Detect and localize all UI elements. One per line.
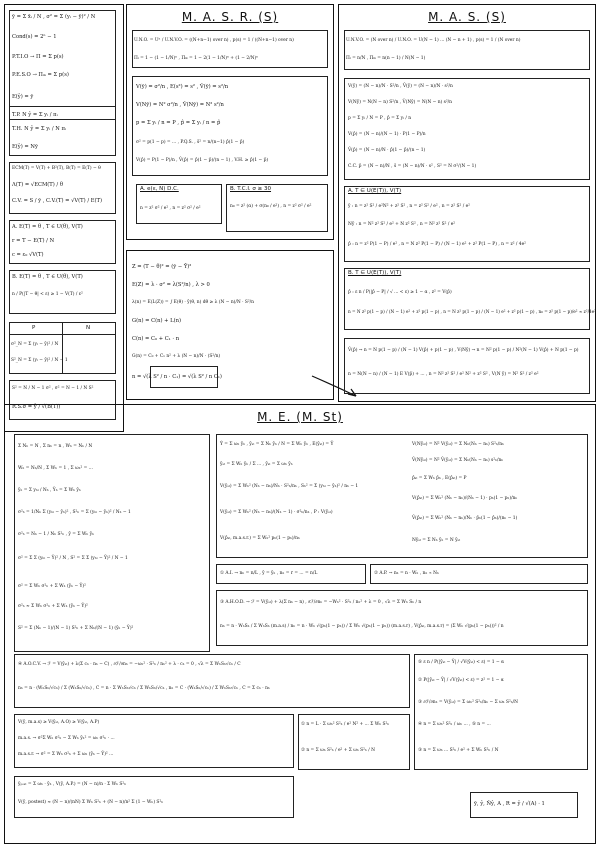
me-compare-line-1: V(ȳ, m.a.s) ≥ V(ȳₛₜ, A.O) ≥ V(ȳₛₜ, A.P)	[18, 720, 100, 725]
cost-line-1: Z = (T − θ)² = (ȳ − Ȳ)²	[132, 264, 192, 270]
me-sizes-line-5: ③ n = Σ ωₕ ... S²ₕ / e² + Σ Wₕ S²ₕ / N	[418, 748, 499, 753]
me-aocv-line-1: ④ A.O.C.V. → ℱ = V(ȳₛₜ) + λ(Σ cₕ · nₕ − C) , ∂ℱ/∂nₕ = −ωₕ² · S²ₕ / nₕ² + λ · cₕ = 0 , √λ = Σ WₕSₕ√cₕ / C	[18, 662, 241, 667]
me-right-a-1: Ŷ = Σ ωₕ ȳₕ , ȳₛₜ = Σ Nₕ ȳₕ / N = Σ Wₕ ȳₕ , E(ȳₛₜ) = Ȳ	[220, 442, 334, 447]
mas-title: M. A. S. (S)	[428, 10, 506, 24]
cost-line-5: C(n) = C₀ + C₁ · n	[132, 336, 180, 342]
def-line-3: P.T.I.O → Π = Σ p(s)	[12, 54, 64, 60]
mas-body-line-6: C.C. p̂ = (N − n)/N , ŝ = (N − n)/N · s² , S² = N σ²/(N − 1)	[348, 164, 477, 169]
mas-body-line-4: V(p̂) = (N − n)/(N − 1) · P(1 − P)/n	[348, 132, 426, 137]
me-right-b-5: V̂(p̂ₛₜ) = Σ Wₕ² (Nₕ − nₕ)/Nₕ · p̂ₕ(1 − p̂ₕ)/(nₕ − 1)	[412, 516, 518, 521]
cheb-a-line-2: r = T − E(T) / N	[12, 238, 55, 244]
mas-body-line-3: p = Σ yᵢ / N = P , p̂ = Σ yᵢ / n	[348, 116, 412, 121]
me-sizes-line-1: ⑤ ε n / P(|ȳₛₜ − Ȳ| / √V(ȳₛₜ) < ε) = 1 − α	[418, 660, 505, 665]
cost-line-4: G(n) = C(n) + L(n)	[132, 318, 182, 324]
me-right-a-5: V(p̂ₛₜ, m.a.s.r.) = Σ Wₕ² pₕ(1 − pₕ)/nₕ	[220, 536, 300, 541]
me-right-a-2: ȳₛₜ = Σ Wₕ ȳₕ / Σ ... , ȳₛₜ = Σ ωₕ ȳₕ	[220, 462, 293, 467]
masr-body-line-2: V(Nȳ) = N² σ²/n , V̂(Nȳ) = N² s²/n	[136, 102, 224, 108]
me-post-line-2: V(ȳ, postest) ≈ (N − n)/(nN) Σ Wₕ S²ₕ + (N − n)/n² Σ (1 − Wₕ) S²ₕ	[18, 800, 164, 805]
me-compare-line-3: m.a.s.r. → σ² = Σ Wₕ σ²ₕ + Σ ωₕ (ȳₕ − Ȳ)² ...	[18, 752, 114, 757]
me-compare-line-2: m.a.s. → σ²Σ Wₕ σ²ₕ − Σ Wₕ ȳₕ² = ωₕ σ²ₕ · ...	[18, 736, 115, 741]
mas-body-line-1: V(ȳ) = (N − n)/N · S²/n , V̂(ȳ) = (N − n)/N · s²/n	[348, 84, 453, 89]
me-left-line-1: Σ Nₕ = N , Σ nₕ = n , Wₕ = Nₕ / N	[18, 444, 93, 449]
cheb-a-line-1: A. E(T) = θ , T ∈ U(θ), V(T)	[12, 224, 83, 230]
me-ap-line: ② A.P. → nₕ = n · Wₕ , nₕ ∝ Nₕ	[374, 571, 439, 576]
me-aocv-line-2: nₕ = n · (WₕSₕ/√cₕ) / Σ (WₕSₕ/√cₕ) , C = n · Σ WₕSₕ√cₕ / Σ WₕSₕ/√cₕ , nₕ = C · (WₕSₕ/√cₕ) / Σ WₕSₕ√cₕ , C = Σ cₕ · nₕ	[18, 686, 270, 691]
table-cell-s2: S²_N = Σ (yᵢ − ȳ)² / N − 1	[11, 358, 68, 363]
me-right-b-2: V̂(Nȳₛₜ) = N² V̂(ȳₛₜ) = Σ Nₕ(Nₕ − nₕ) s²ₕ/nₕ	[412, 458, 504, 463]
masr-body-line-1: V(ȳ) = σ²/n , E(s²) = s² , V̂(ȳ) = s²/n	[136, 84, 229, 90]
ht-line-1: T.P. N ŷ = Σ yᵢ / πᵢ	[12, 112, 58, 118]
mas-header-line-1: U.N.V.O. = (N over n) / U.N.O. = U(N − 1) ... (N − n + 1) , p(s) = 1 / (N over n)	[346, 38, 521, 43]
mas-sub-b-box	[344, 268, 590, 330]
mas-header-line-2: Πᵢ = n/N , Πᵢₖ = n(n − 1) / N(N − 1)	[346, 56, 426, 61]
ht-line-3: E(ŷ) = Nȳ	[12, 144, 38, 150]
me-nsizes-line-1: ① n = L · Σ ωₕ² S²ₕ / e² N² + ... Σ Wₕ S²ₕ	[301, 722, 390, 727]
table-cell-sigma: σ²_N = Σ (yᵢ − ȳ)² / N	[11, 342, 59, 347]
mas-sub-b-title: B. T ∈ U(E(T)), V(T)	[348, 270, 402, 276]
me-left-line-6: σ² = Σ Σ (yₕᵢ − Ȳ)² / N , S² = Σ Σ (yₕᵢ − Ȳ)² / N − 1	[18, 556, 128, 561]
mas-header-box	[344, 30, 590, 70]
me-left-line-2: Wₕ = Nₕ/N , Σ Wₕ = 1 , Σ ωₕ² = ...	[18, 466, 93, 471]
cost-line-3: λ(n) = E(L(Z)) = ∫ E(θ) · ȳ(θ, n) dθ ≥ λ (N − n)/N · S²/n	[132, 300, 254, 305]
cost-line-6: G(n) = C₀ + C₁ n² + λ (N − n)/N · (S²/n)	[132, 354, 221, 359]
ecm-line-2: Λ(T) = √ECM(T) / θ	[12, 182, 63, 188]
cost-result-box	[150, 366, 218, 388]
ecm-line-3: C.V. = S / ȳ , C.V.(T) = √V(T) / E(T)	[12, 198, 103, 204]
mas-sub-a-row-1: ŷ : n = z² S² / e²N² + z² S² , n = z² S² / e² , n = z² S² / e²	[348, 204, 470, 209]
masr-body-line-3: p = Σ yᵢ / n = P , p̂ = Σ yᵢ / n = p̂	[136, 120, 221, 126]
me-sizes-line-4: ④ n = Σ ωₕ² S²ₕ / ωₕ ... , ⑤ n = ...	[418, 722, 491, 727]
mas-sub-a-row-2: Nȳ : n = N² z² S² / e² + N z² S² , n = N² z² S² / e²	[348, 222, 456, 227]
me-left-line-7: σ² = Σ Wₕ σ²ₕ + Σ Wₕ (ȳₕ − Ȳ)²	[18, 584, 86, 589]
masr-header-line-1: U.N.O. = Uⁿ / U.N.V.O. = ((N+n−1) over n) , p(s) = 1 / ((N+n−1) over n)	[134, 38, 294, 43]
cheb-a-line-3: c = ε₀ √V(T)	[12, 252, 44, 258]
me-left-line-4: σ²ₕ = 1/Nₕ Σ (yₕᵢ − ȳₕ)² , S²ₕ = Σ (yₕᵢ − ȳₕ)² / Nₕ − 1	[18, 510, 131, 515]
rs-line-2: R.S.σ = ŷ / √(B(T))	[12, 404, 61, 410]
masr-sub-b-body: n₀ = z² (α) + σ(n₀ / e²) , n = z² σ² / e²	[230, 204, 312, 209]
me-title: M. E. (M. St)	[257, 410, 343, 424]
me-left-line-8: σ²ₕ ≈ Σ Wₕ σ²ₕ + Σ Wₕ (ȳₕ − Ȳ)²	[18, 604, 88, 609]
me-sizes-line-2: ② P(|ȳₛₜ − Ȳ| / √V(ȳₛₜ) < ε) = z² = 1 − α	[418, 678, 504, 683]
mas-sub-a-title: A. T ∈ U(E(T)), V(T)	[348, 188, 402, 194]
me-ahdo-line-1: ③ A.H.O.D. → ℱ = V(ȳₛₜ) + λ(Σ nₕ − n) , ∂ℱ/∂nₕ = −Wₕ² · S²ₕ / nₕ² + λ = 0 , √λ = Σ Wₕ Sₕ / n	[220, 600, 422, 605]
mas-sub-b-row-1: p̂ : ε n / P(|p̂ − P| / √ ... < ε) ≥ 1 − α , z² = V(p̂)	[348, 290, 452, 295]
me-ahdo-box	[216, 590, 588, 646]
def-line-1: ȳ = Σ x̄ᵢ / N , σ² = Σ (yᵢ − ȳ)² / N	[12, 14, 96, 20]
masr-body-line-4: σ² = p(1 − p) = ... , P.Q.S. , ŝ² = n/(n−1) p̂(1 − p̂)	[136, 140, 245, 145]
cheb-b-line-2: n / P(|T − θ| < ε) ≥ 1 − V(T) / ε²	[12, 292, 83, 297]
definitions-box	[9, 10, 116, 120]
me-final-line: ȳ, ŷ, N̂ŷ, A , R = ŷ / √(A) · 1	[474, 801, 545, 807]
me-right-b-1: V(Nȳₛₜ) = N² V(ȳₛₜ) = Σ Nₕ(Nₕ − nₕ) S²ₕ/nₕ	[412, 442, 504, 447]
cost-line-2: E(Z) = λ · σ² = λ(S²/n) , λ > 0	[132, 282, 210, 288]
masr-header-box	[132, 30, 328, 68]
ecm-line-1: ECM(T) = V(T) + B²(T), B(T) = E(T) − θ	[12, 166, 101, 171]
masr-title: M. A. S. R. (S)	[181, 10, 279, 24]
mas-body-line-5: V̂(p̂) = (N − n)/N · p̂(1 − p̂)/(n − 1)	[348, 148, 426, 153]
mas-sub-b-row-2: n = N z² p(1 − p) / (N − 1) e² + z² p(1 − p) , n = N z² p(1 − p) / (N − 1) e² + z² p(1 − p) , n₀ = z² p(1 − p)/e² ≈ z²/4e²	[348, 310, 596, 315]
me-right-b-3: p̂ₛₜ = Σ Wₕ p̂ₕ , E(p̂ₛₜ) = P	[412, 476, 467, 481]
cost-line-7: n = √(λ S² / n · C₁) = √(λ S² / n C₁)	[132, 374, 222, 380]
mas-sub-c-box	[344, 338, 590, 394]
def-line-5: E(ŷ) = ȳ	[12, 94, 34, 100]
me-post-line-1: ŷₚₒₛₜ = Σ ωₕ · ȳₕ , V(ȳ, A.P.) = (N − n)/n · Σ Wₕ S²ₕ	[18, 782, 127, 787]
masr-sub-b-title: B. T.C.I. σ ≥ 30	[230, 186, 272, 192]
table-header-p: P	[32, 325, 36, 331]
mas-body-line-2: V(Nȳ) = N(N − n) S²/n , V̂(Nȳ) = N(N − n) s²/n	[348, 100, 452, 105]
me-ai-line: ① A.I. → nₕ = n/L , ȳ = ȳₕ , nₕ = r = ... = n/L	[220, 571, 318, 576]
table-header-n: N	[86, 325, 91, 331]
mas-sub-c-row-2: n = N(N − n) / (N − 1) E V(p̂) + ... , n = N² z² S² / e² N² + z² S² , V(N ȳ) = N² S² / z² e²	[348, 372, 539, 377]
ht-line-2: T.H. N ŷ = Σ yᵢ / N πᵢ	[12, 126, 66, 132]
me-nsizes-line-2: ② n = Σ ωₕ S²ₕ / e² + Σ ωₕ S²ₕ / N	[301, 748, 375, 753]
masr-header-line-2: Πᵢ = 1 − (1 − 1/N)ⁿ , Πᵢₖ = 1 − 2(1 − 1/N)ⁿ + (1 − 2/N)ⁿ	[134, 56, 259, 61]
me-ahdo-line-2: nₕ = n · WₕSₕ / Σ WₕSₕ (m.a.s) / nₕ = n · Wₕ √(pₕ(1 − pₕ)) / Σ Wₕ √(pₕ(1 − pₕ)) (m.a.s.r) , V(p̂ₛₜ, m.a.s.r) = (Σ Wₕ √(pₕ(1 − pₕ)))² / n	[220, 624, 504, 629]
me-left-line-3: ȳₕ = Σ yₕᵢ / Nₕ , Ȳₕ = Σ Wₕ ȳₕ	[18, 488, 81, 493]
masr-body-line-5: V(p̂) = P(1 − P)/n , V̂(p̂) = p̂(1 − p̂)/(n − 1) , V.H. ≥ p̂(1 − p̂)	[136, 158, 269, 163]
def-line-2: Cond(s) = 2ⁿ − 1	[12, 34, 57, 40]
mas-sub-a-row-3: p̂ : n = z² P(1 − P) / e² , n = N z² P(1 − P) / (N − 1) e² + z² P(1 − P) , n = z² / 4e²	[348, 242, 526, 247]
me-right-a-3: V(ȳₛₜ) = Σ Wₕ² (Nₕ − nₕ)/Nₕ · S²ₕ/nₕ , Sₕ² = Σ (yₕᵢ − ȳₕ)² / nₕ − 1	[220, 484, 359, 489]
me-right-b-4: V(p̂ₛₜ) = Σ Wₕ² (Nₕ − nₕ)/(Nₕ − 1) · pₕ(1 − pₕ)/nₕ	[412, 496, 518, 501]
masr-sub-a-title: A. e(ε, N) D.C.	[140, 186, 179, 192]
mas-sub-c-row-1: V̂(p̂) → n = N p(1 − p) / (N − 1) V(p̂) + p(1 − p) , V(Nȳ) → n = N² p(1 − p) / N²(N − 1) V(p̂) + N p(1 − p)	[348, 348, 579, 353]
me-left-line-5: σ²ₕ = Nₕ − 1 / Nₕ S²ₕ , ȳ = Σ Wₕ ȳₕ	[18, 532, 95, 537]
me-right-a-4: V(ȳₛₜ) = Σ Wₕ² (Nₕ − nₕ)/(Nₕ − 1) · σ²ₕ/nₕ , P : V(ȳₛₜ)	[220, 510, 333, 515]
rs-line-1: S² = N / N − 1 σ² , σ² = N − 1 / N S²	[12, 386, 94, 391]
masr-sub-a-body: n = z² σ² / e² , n = z² σ² / e²	[140, 206, 201, 211]
me-left-line-9: S² = Σ (Nₕ − 1)/(N − 1) S²ₕ + Σ Nₕ/(N − 1) (ȳₕ − Ȳ)²	[18, 626, 134, 631]
def-line-4: P.E.S.O → Πᵢₖ = Σ p(s)	[12, 72, 69, 78]
cheb-b-line-1: B. E(T) = θ , T ∈ U(θ), V(T)	[12, 274, 83, 280]
me-sizes-line-3: ③ ∂ℱ/∂nₕ = V(ȳₛₜ) = Σ ωₕ² S²ₕ/nₕ − Σ ωₕ S²ₕ/N	[418, 700, 518, 705]
me-right-b-6: Nŷₛₜ = Σ Nₕ ȳₕ = N ȳₛₜ	[412, 538, 461, 543]
